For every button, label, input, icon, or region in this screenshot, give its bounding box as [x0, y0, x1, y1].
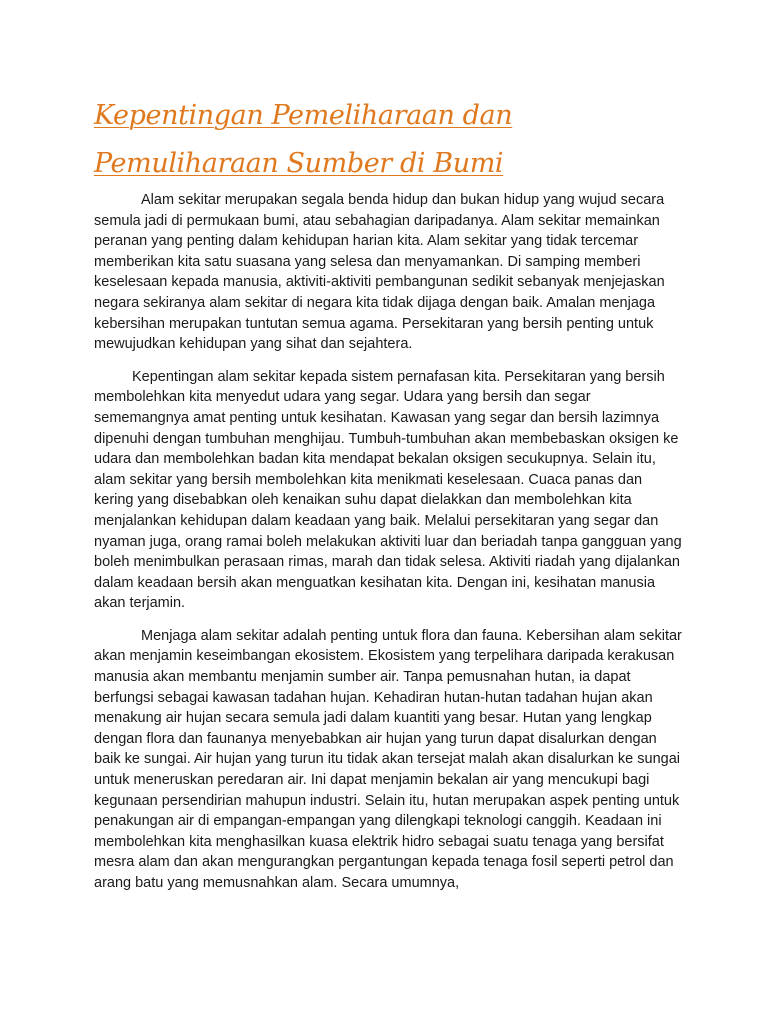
document-body — [94, 190, 684, 906]
paragraph-1: Alam sekitar merupakan segala benda hidup dan bukan hidup yang wujud secara semula jadi di permukaan bumi, atau sebahagian daripadanya. Alam sekitar memainkan peranan yang penting dalam kehidupan harian kita. Alam sekitar yang tidak tercemar memberikan kita satu suasana yang selesa dan menyamankan. Di samping memberi keselesaan kepada manusia, aktiviti-aktiviti pembangunan sedikit sebanyak menjejaskan negara sekiranya alam sekitar di negara kita tidak dijaga dengan baik. Amalan menjaga kebersihan merupakan tuntutan semua agama. Persekitaran yang bersih penting untuk mewujudkan kehidupan yang sihat dan sejahtera. — [94, 192, 665, 353]
page-title: Kepentingan Pemeliharaan dan Pemuliharaan Sumber di Bumi — [94, 100, 513, 179]
paragraph-2: Kepentingan alam sekitar kepada sistem pernafasan kita. Persekitaran yang bersih membolehkan kita menyedut udara yang segar. Udara yang bersih dan segar sememangnya amat penting untuk kesihatan. Kawasan yang segar dan bersih lazimnya dipenuhi dengan tumbuhan menghijau. Tumbuh-tumbuhan akan membebaskan oksigen ke udara dan membolehkan badan kita mendapat bekalan oksigen secukupnya. Selain itu, alam sekitar yang bersih membolehkan kita menikmati keselesaan. Cuaca panas dan kering yang disebabkan oleh kenaikan suhu dapat dielakkan dan membolehkan kita menjalankan kehidupan dalam keadaan yang baik. Melalui persekitaran yang segar dan nyaman juga, orang ramai boleh melakukan aktiviti luar dan beriadah tanpa gangguan yang boleh menimbulkan perasaan rimas, marah dan tidak selesa. Aktiviti riadah yang dijalankan dalam keadaan bersih akan menguatkan kesihatan kita. Dengan ini, kesihatan manusia akan terjamin. — [94, 368, 682, 612]
paragraph-3: Menjaga alam sekitar adalah penting untuk flora dan fauna. Kebersihan alam sekitar akan menjamin keseimbangan ekosistem. Ekosistem yang terpelihara daripada kerakusan manusia akan membantu menjamin sumber air. Tanpa pemusnahan hutan, ia dapat berfungsi sebagai kawasan tadahan hujan. Kehadiran hutan-hutan tadahan hujan akan menakung air hujan secara semula jadi dalam kuantiti yang besar. Hutan yang lengkap dengan flora dan faunanya menyebabkan air hujan yang turun dapat disalurkan dengan baik ke sungai. Air hujan yang turun itu tidak akan tersejat malah akan disalurkan ke sungai untuk meneruskan peredaran air. Ini dapat menjamin bekalan air yang mencukupi bagi kegunaan persendirian mahupun industri. Selain itu, hutan merupakan aspek penting untuk penakungan air di empangan-empangan yang dilengkapi teknologi canggih. Keadaan ini membolehkan kita menghasilkan kuasa elektrik hidro sebagai suatu tenaga yang bersifat mesra alam dan akan mengurangkan pergantungan kepada tenaga fosil seperti petrol dan arang batu yang memusnahkan alam. Secara umumnya, — [94, 627, 682, 891]
